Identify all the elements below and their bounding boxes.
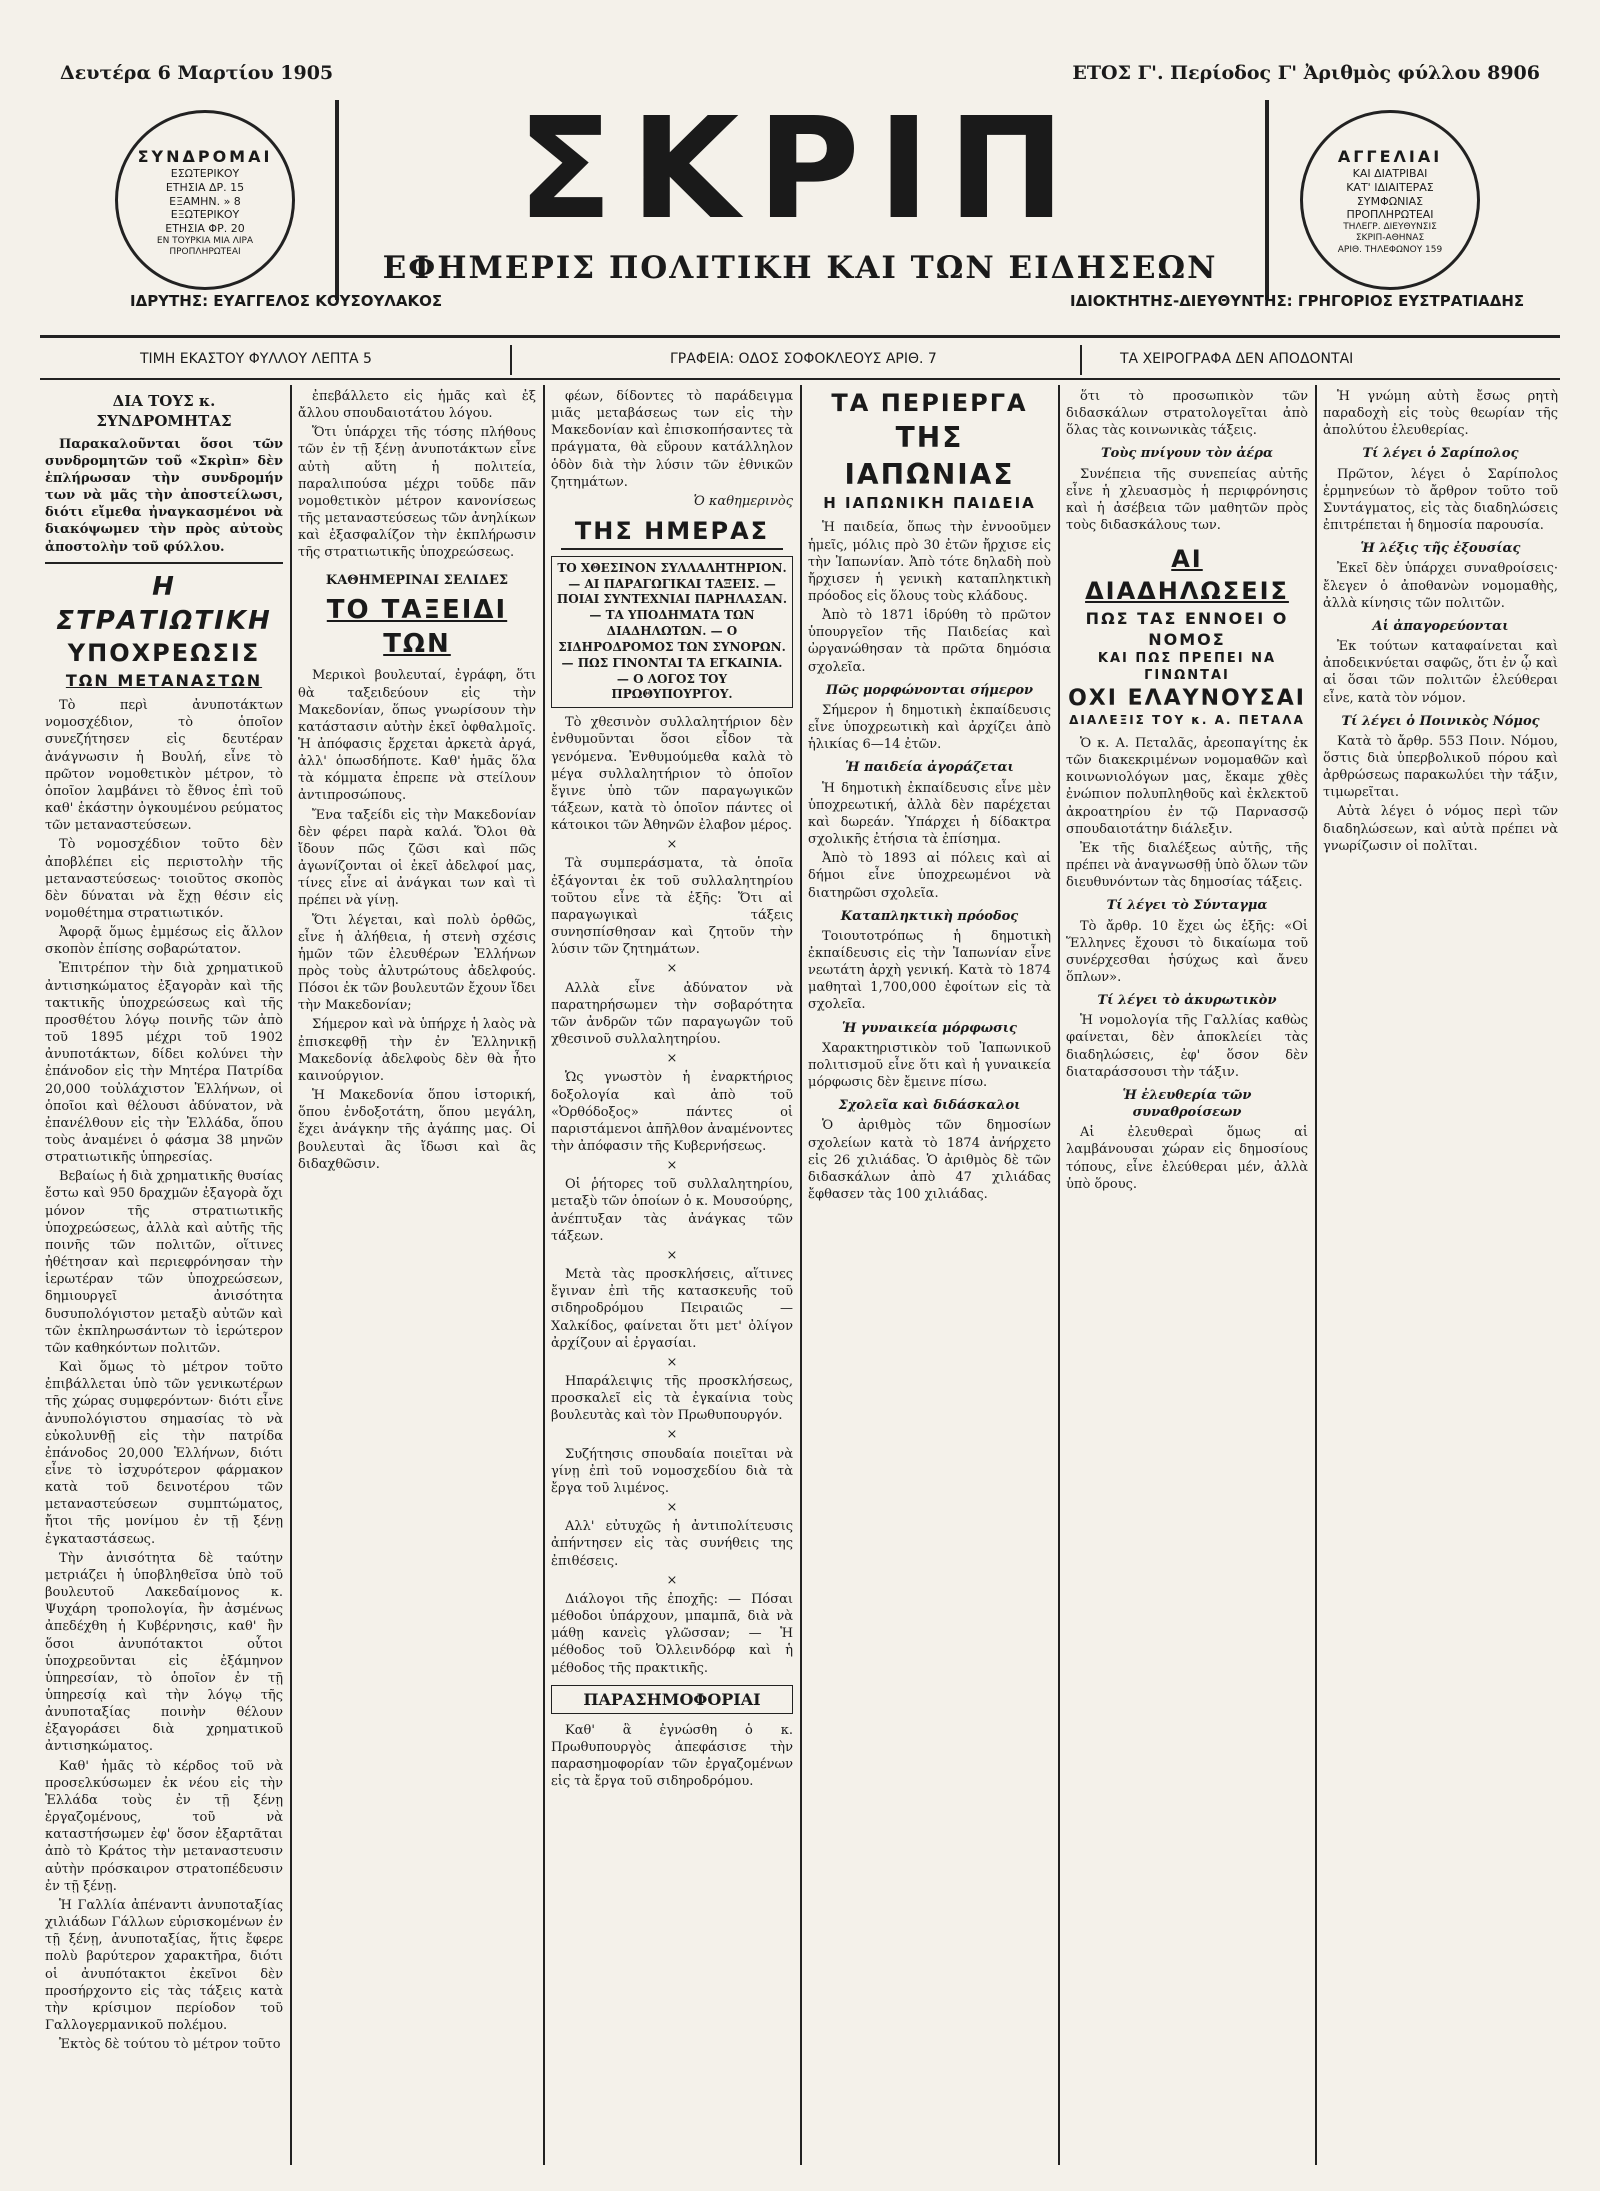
paragraph: Ηπαράλειψις τῆς προσκλήσεως, προσκαλεῖ εἰς τὰ ἐγκαίνια τοὺς βουλευτὰς καὶ τὸν Πρωθυπουργόν. bbox=[551, 1374, 793, 1424]
column-divider bbox=[1315, 385, 1317, 2165]
article-heading: ΚΑΙ ΠΩΣ ΠΡΕΠΕΙ ΝΑ ΓΙΝΩΝΤΑΙ bbox=[1097, 650, 1277, 683]
paragraph: Ἐκ τῆς διαλέξεως αὐτῆς, τῆς πρέπει νὰ ἀναγνωσθῇ ὑπὸ ὅλων τῶν διευθυνόντων τὰς δημοσίας τάξεις. bbox=[1066, 840, 1308, 891]
paragraph: Ἔνα ταξείδι εἰς τὴν Μακεδονίαν δὲν φέρει παρὰ καλά. Ὅλοι θὰ ἴδουν πῶς ζῶσι καὶ πῶς ἀγωνίζονται οἱ ἐκεῖ ἀδελφοί μας, τίνες εἶνε αἱ ἀνάγκαι των καὶ τὶ πρέπει νὰ γίνῃ. bbox=[298, 807, 536, 909]
owner-director-line: ΙΔΙΟΚΤΗΤΗΣ-ΔΙΕΥΘΥΝΤΗΣ: ΓΡΗΓΟΡΙΟΣ ΕΥΣΤΡΑΤΙΑΔΗΣ bbox=[1070, 292, 1525, 310]
article-heading: Η ΙΑΠΩΝΙΚΗ ΠΑΙΔΕΙΑ bbox=[823, 493, 1036, 512]
seal-title: ΑΓΓΕΛΙΑΙ bbox=[1337, 147, 1443, 166]
info-bar bbox=[40, 345, 1560, 375]
column-5 bbox=[1066, 388, 1308, 1195]
paragraph: Καθ' ἃ ἐγνώσθη ὁ κ. Πρωθυπουργὸς ἀπεφάσισε τὴν παρασημοφορίαν τῶν ἐργαζομένων εἰς τὰ ἔργα τοῦ σιδηροδρόμου. bbox=[551, 1722, 793, 1790]
seal-line: ΣΚΡΙΠ-ΑΘΗΝΑΣ bbox=[1355, 233, 1425, 244]
paragraph: Ἀπὸ τὸ 1871 ἱδρύθη τὸ πρῶτον ὑπουργεῖον τῆς Παιδείας καὶ ὠργανώθησαν τὰ πρῶτα δημόσια σχολεῖα. bbox=[808, 608, 1051, 675]
notice-heading: ΔΙΑ ΤΟΥΣ κ. ΣΥΝΔΡΟΜΗΤΑΣ bbox=[96, 392, 232, 430]
section-heading: Ἡ λέξις τῆς ἐξουσίας bbox=[1360, 541, 1521, 557]
seal-line: ΕΝ ΤΟΥΡΚΙΑ ΜΙΑ ΛΙΡΑ bbox=[156, 235, 254, 246]
section-heading: Ἡ γυναικεία μόρφωσις bbox=[842, 1020, 1017, 1036]
paragraph: Τὸ νομοσχέδιον τοῦτο δὲν ἀποβλέπει εἰς περιστολὴν τῆς μεταναστεύσεως· τοιοῦτος σκοπὸς δὲν δύναται νὰ ἔχῃ θέσιν εἰς νομοθέτημα στρατιωτικόν. bbox=[45, 837, 283, 921]
paragraph: Ἐκ τούτων καταφαίνεται καὶ ἀποδεικνύεται σαφῶς, ὅτι ἐν ᾧ καὶ αἱ ὅσαι τῶν πολιτῶν ἐλεύθεραι εἶνε, κατὰ τὸν νόμον. bbox=[1323, 639, 1558, 706]
paragraph: Ὁ ἀριθμὸς τῶν δημοσίων σχολείων κατὰ τὸ 1874 ἀνήρχετο εἰς 26 χιλιάδας. Ὁ ἀριθμὸς δὲ τῶν διδασκάλων ἀπὸ 47 χιλιάδας ἔφθασεν τὰς 100 χιλιάδας. bbox=[808, 1118, 1051, 1202]
seal-line: ΑΡΙΘ. ΤΗΛΕΦΩΝΟΥ 159 bbox=[1337, 244, 1443, 255]
newspaper-subtitle: ΕΦΗΜΕΡΙΣ ΠΟΛΙΤΙΚΗ ΚΑΙ ΤΩΝ ΕΙΔΗΣΕΩΝ bbox=[382, 250, 1218, 286]
seal-line: ΣΥΜΦΩΝΙΑΣ bbox=[1356, 194, 1424, 208]
seal-line: ΚΑΙ ΔΙΑΤΡΙΒΑΙ bbox=[1352, 167, 1428, 180]
paragraph: Σήμερον ἡ δημοτικὴ ἐκπαίδευσις εἶνε ὑποχρεωτικὴ καὶ ἀρχίζει ἀπὸ ἡλικίας 6—14 ἐτῶν. bbox=[808, 702, 1051, 753]
paragraph: Ὅτι ὑπάρχει τῆς τόσης πλήθους τῶν ἐν τῇ ξένῃ ἀνυποτάκτων εἶνε αὐτὴ αὕτη ἡ πολιτεία, παραλιπούσα μέχρι τοῦδε πᾶν νομοθετικὸν μέτρον κανονίσεως τῆς μεταναστεύσεως τῶν ἀνηλίκων καὶ ἐξασφαλίζον τὴν ἐκπλήρωσιν τῆς στρατιωτικῆς ὑποχρεώσεως. bbox=[298, 425, 536, 561]
paragraph: Καθ' ἡμᾶς τὸ κέρδος τοῦ νὰ προσελκύσωμεν ἐκ νέου εἰς τὴν Ἑλλάδα τοὺς ἐν τῇ ξένῃ ἐργαζομένους, τοῦ νὰ καταστήσωμεν ἐφ' ὅσον ἐξαρτᾶται ἀπὸ τὸ Κράτος τὴν μεταναστευσιν αὐτὴν πρόσκαιρον στρατοπέδευσιν ἐν τῇ ξένῃ. bbox=[45, 1758, 283, 1894]
divider bbox=[1080, 345, 1082, 375]
divider bbox=[510, 345, 512, 375]
section-heading: Ἡ παιδεία ἀγοράζεται bbox=[845, 760, 1014, 776]
column-divider bbox=[800, 385, 802, 2165]
column-divider bbox=[1058, 385, 1060, 2165]
office-label: ΓΡΑΦΕΙΑ: ΟΔΟΣ ΣΟΦΟΚΛΕΟΥΣ ΑΡΙΘ. 7 bbox=[670, 351, 937, 367]
masthead-rule bbox=[40, 335, 1560, 338]
info-rule bbox=[40, 378, 1560, 380]
paragraph: Τοιουτοτρόπως ἡ δημοτικὴ ἐκπαίδευσις εἰς τὴν Ἰαπωνίαν εἶνε νεωτάτη ἀρχὴ γενική. Κατὰ τὸ 1874 μαθηταὶ 1,700,000 ἐφοίτων εἰς τὰ σχολεῖα. bbox=[808, 928, 1051, 1013]
paragraph: Ἡ γνώμη αὐτὴ ἔσως ρητὴ παραδοχὴ εἰς τοὺς θεωρίαν τῆς ἀπολύτου ἐλευθερίας. bbox=[1323, 389, 1558, 439]
article-heading: Η ΣΤΡΑΤΙΩΤΙΚΗ bbox=[56, 571, 272, 636]
seal-line: ΕΤΗΣΙΑ ΔΡ. 15 bbox=[165, 180, 245, 194]
date-line: Δευτέρα 6 Μαρτίου 1905 bbox=[60, 62, 334, 84]
paragraph: Σήμερον καὶ νὰ ὑπήρχε ἡ λαὸς νὰ ἐπισκεφθῇ τὴν ἐν Ἑλληνικῇ Μακεδονίᾳ ἀδελφοὺς δὲν θὰ ἦτο καινούργιον. bbox=[298, 1017, 536, 1084]
paragraph: Ἀφορᾷ ὅμως ἐμμέσως εἰς ἄλλον σκοπὸν ἐπίσης σοβαρώτατον. bbox=[45, 925, 283, 958]
article-heading: ΔΙΑΛΕΞΙΣ ΤΟΥ κ. Α. ΠΕΤΑΛΑ bbox=[1069, 713, 1305, 728]
paragraph: Ἐκεῖ δὲν ὑπάρχει συναθροίσεις· ἔλεγεν ὁ ἀποθανὼν νομομαθὴς, ἀλλὰ κίνησις τῶν πολιτῶν. bbox=[1323, 561, 1558, 611]
paragraph: Διάλογοι τῆς ἐποχῆς: — Πόσαι μέθοδοι ὑπάρχουν, μπαμπᾶ, διὰ νὰ μάθῃ κανεὶς γλῶσσαν; — Ἡ μέθοδος τοῦ Ὀλλεινδόρφ καὶ ἡ μέθοδος τῆς πρακτικῆς. bbox=[551, 1591, 793, 1676]
paragraph: Ἡ δημοτικὴ ἐκπαίδευσις εἶνε μὲν ὑποχρεωτική, ἀλλὰ δὲν παρέχεται καὶ δωρεάν. Ὑπάρχει ἡ δίδακτρα σχολικῆς ἐτήσια τὰ ἐπίσημα. bbox=[808, 780, 1051, 848]
article-heading: ΠΩΣ ΤΑΣ ΕΝΝΟΕΙ Ο ΝΟΜΟΣ bbox=[1085, 608, 1289, 649]
section-heading: Τί λέγει ὁ Ποινικὸς Νόμος bbox=[1341, 713, 1540, 729]
column-4 bbox=[808, 388, 1051, 1205]
paragraph: φέων, δίδοντες τὸ παράδειγμα μιᾶς μεταβάσεως των εἰς τὴν Μακεδονίαν καὶ ἐπισκοπήσαντες τὰ πράγματα, θὰ εὕρουν κατάλληλον ὁδὸν διὰ τὴν λύσιν τῶν ἐθνικῶν ζητημάτων. bbox=[551, 389, 793, 490]
paragraph: Αλλὰ εἶνε ἀδύνατον νὰ παρατηρήσωμεν τὴν σοβαρότητα τῶν ἀνδρῶν τῶν παραγωγῶν τοῦ χθεσινοῦ συλλαλητηρίου. bbox=[551, 980, 793, 1048]
seal-line: ΠΡΟΠΛΗΡΩΤΕΑΙ bbox=[1346, 208, 1434, 222]
seal-line: ΕΞΩΤΕΡΙΚΟΥ bbox=[170, 208, 240, 222]
column-3: φέων, δίδοντες τὸ παράδειγμα μιᾶς μεταβάσεως των εἰς τὴν Μακεδονίαν καὶ ἐπισκοπήσαντες τὰ πράγματα, θὰ εὕρουν κατάλληλον ὁδὸν διὰ τὴν λύσιν τῶν ἐθνικῶν ζητημάτων. Ὁ καθημερινὸς ΤΗΣ ΗΜΕΡΑΣ ΤΟ ΧΘΕΣΙΝΟΝ ΣΥΛΛΑΛΗΤΗΡΙΟΝ. — ΑΙ ΠΑΡΑΓΩΓΙΚΑΙ ΤΑΞΕΙΣ. — ΠΟΙΑΙ ΣΥΝΤΕΧΝΙΑΙ ΠΑΡΗΛΑΣΑΝ. — ΤΑ ΥΠΟΔΗΜΑΤΑ ΤΩΝ ΔΙΑΔΗΛΩΤΩΝ. — Ο ΣΙΔΗΡΟΔΡΟΜΟΣ ΤΩΝ ΣΥΝΟΡΩΝ. — ΠΩΣ ΓΙΝΟΝΤΑΙ ΤΑ ΕΓΚΑΙΝΙΑ. — Ο ΛΟΓΟΣ ΤΟΥ ΠΡΩΘΥΠΟΥΡΓΟΥ. Τὸ χθεσινὸν συλλαλητήριον δὲν ἐνθυμοῦνται ὅσοι εἶδον τὰ γενόμενα. Ἐνθυμούμεθα καλὰ τὸ μέγα συλλαλητήριον τὸ ὁποῖον ἔγινε ὑπὸ τῶν παραγωγικῶν τάξεων, κατὰ τὸ ὁποῖον πάντες οἱ κάτοικοι τῶν Ἀθηνῶν ἐλαβον μέρος. × Τὰ συμπεράσματα, τὰ ὁποῖα ἐξάγονται ἐκ τοῦ συλλαλητηρίου τοῦτου εἶνε τὰ ἑξῆς: Ὅτι αἱ παραγωγικαὶ τάξεις συνησπίσθησαν καὶ ζητοῦν τὴν λύσιν τῶν ζητημάτων. × Αλλὰ εἶνε ἀδύνατον νὰ παρατηρήσωμεν τὴν σοβαρότητα τῶν ἀνδρῶν τῶν παραγωγῶν τοῦ χθεσινοῦ συλλαλητηρίου. × Ὡς γνωστὸν ἡ ἐναρκτήριος δοξολογία καὶ ἀπὸ τοῦ «Ὀρθόδοξος» πάντες οἱ παριστάμενοι ἀπῆλθον ἀναμένοντες τὴν ἀπόφασιν τῆς Κυβερνήσεως. × Οἱ ῥήτορες τοῦ συλλαλητηρίου, μεταξὺ τῶν ὁποίων ὁ κ. Μουσούρης, ἀνέπτυξαν τὰς ἀνάγκας τῶν τάξεων. × Μετὰ τὰς προσκλήσεις, αἵτινες ἔγιναν ἐπὶ τῆς κατασκευῆς τοῦ σιδηροδρόμου Πειραιῶς — Χαλκίδος, φαίνεται ὅτι μετ' ὀλίγον ἀρχίζουν αἱ ἐργασίαι. × Ηπαράλειψις τῆς προσκλήσεως, προσκαλεῖ εἰς τὰ ἐγκαίνια τοὺς βουλευτὰς καὶ τὸν Πρωθυπουργόν. × Συζήτησις σπουδαία ποιεῖται νὰ γίνῃ ἐπὶ τοῦ νομοσχεδίου διὰ τὰ ἔργα τοῦ λιμένος. × Αλλ' εὐτυχῶς ἡ ἀντιπολίτευσις ἀπήντησεν εἰς τὰς συνήθεις της ἐπιθέσεις. × Διάλογοι τῆς ἐποχῆς: — Πόσαι μέθοδοι ὑπάρχουν, μπαμπᾶ, διὰ νὰ μάθῃ κανεὶς γλῶσσαν; — Ἡ μέθοδος τοῦ Ὀλλεινδόρφ καὶ ἡ μέθοδος τῆς πρακτικῆς. ΠΑΡΑΣΗΜΟΦΟΡΙΑΙ Καθ' ἃ ἐγνώσθη ὁ κ. Πρωθυπουργὸς ἀπεφάσισε τὴν παρασημοφορίαν τῶν ἐργαζομένων εἰς τὰ ἔργα τοῦ σιδηροδρόμου. bbox=[551, 389, 793, 1790]
paragraph: Μερικοὶ βουλευταί, ἐγράφη, ὅτι θὰ ταξειδεύουν εἰς τὴν Μακεδονίαν, ὅπως γνωρίσουν τὴν κατάστασιν αὐτὴν ἐκεῖ ὀφθαλμοῖς. Ἡ ἀπόφασις ἔρχεται ἀρκετὰ ἀργά, ἀλλ' ὁπωσδήποτε. Καθ' ἡμᾶς ὅλα τὰ κόμματα ἐπρεπε νὰ στείλουν ἀντιπροσώπους. bbox=[298, 668, 536, 804]
paragraph: Ἐπιτρέπον τὴν διὰ χρηματικοῦ ἀντισηκώματος ἐξαγορὰν καὶ τῆς τακτικῆς ὑποχρεώσεως καὶ τῆς προσθέτου λόγῳ ποινῆς τῶν ἀπὸ τοῦ 1895 μέχρι τοῦ 1902 ἀνυποτάκτων, δίδει κολύνει τὴν ἐπάνοδον εἰς τὴν Μητέρα Πατρίδα 20,000 τοὐλάχιστον Ἑλλήνων, οἱ ὁποῖοι καὶ θέλουσι ἀδύνατον, νὰ ἐπανέλθουν εἰς τὴν Ἑλλάδα, ὅπου τοὺς ἀναμένει ὁ φάσμα 38 μηνῶν στρατιωτικῆς ὑπηρεσίας. bbox=[45, 961, 283, 1166]
article-heading: ΟΧΙ ΕΛΑΥΝΟΥΣΑΙ bbox=[1068, 686, 1306, 712]
section-heading: Καταπληκτικὴ πρόοδος bbox=[840, 908, 1019, 924]
seal-line: ΚΑΤ' ΙΔΙΑΙΤΕΡΑΣ bbox=[1346, 180, 1434, 194]
paragraph: Ὅτι λέγεται, καὶ πολὺ ὀρθῶς, εἶνε ἡ ἀλήθεια, ἡ στενὴ σχέσις ἡμῶν τῶν ἐλευθέρων Ἑλλήνων πρὸς τοὺς ἀλυτρώτους ἀδελφούς. Πόσοι ἐκ τῶν βουλευτῶν ἔχουν ἴδει τὴν Μακεδονίαν; bbox=[298, 912, 536, 1014]
paragraph: Τὴν ἀνισότητα δὲ ταύτην μετριάζει ἡ ὑποβληθεῖσα ὑπὸ τοῦ βουλευτοῦ Λακεδαίμονος κ. Ψυχάρη τροπολογία, ἣν ἀσμένως ἀπεδέχθη ἡ Κυβέρνησις, καθ' ἣν ὅσοι ἀνυπότακτοι οὗτοι ὑποχρεοῦνται εἰς ἐξάμηνον ὑπηρεσίαν, τὸ ὁποῖον ἐν τῇ ὑπηρεσίᾳ καὶ τὴν λόγῳ τῆς ἀνυποταξίας ποινὴν θέλουν ἐξαγοράσει διὰ χρηματικοῦ ἀντισηκώματος. bbox=[45, 1550, 283, 1755]
paragraph: ὅτι τὸ προσωπικὸν τῶν διδασκάλων στρατολογεῖται ἀπὸ ὅλας τὰς κοινωνικὰς τάξεις. bbox=[1066, 389, 1308, 439]
paragraph: Αὐτὰ λέγει ὁ νόμος περὶ τῶν διαδηλώσεων, καὶ αὐτὰ πρέπει νὰ γνωρίζωσιν οἱ πολῖται. bbox=[1323, 804, 1558, 854]
notice-text: Παρακαλοῦνται ὅσοι τῶν συνδρομητῶν τοῦ «Σκρὶπ» δὲν ἐπλήρωσαν τὴν συνδρομήν των νὰ μᾶς τὴν ἀποστείλωσι, διότι εἴμεθα ἠναγκασμένοι νὰ διακόψωμεν τὴν πρὸς αὐτοὺς ἀποστολὴν τοῦ φύλλου. bbox=[45, 436, 283, 555]
paragraph: Ἡ Μακεδονία ὅπου ἱστορική, ὅπου ἐνδοξοτάτη, ὅπου μεγάλη, ἔχει ἀνάγκην τῆς ἀγάπης μας. Οἱ βουλευταὶ ἂς ἴδωσι καὶ ἂς διδαχθῶσιν. bbox=[298, 1088, 536, 1172]
paragraph: Πρῶτον, λέγει ὁ Σαρίπολος ἑρμηνεύων τὸ ἄρθρον τοῦτο τοῦ Συντάγματος, εἰς τὰς διαδηλώσεις ἐπιτρέπεται ἡ δημοσία παρουσία. bbox=[1323, 466, 1558, 534]
subscriptions-seal bbox=[115, 110, 295, 290]
section-heading: Τί λέγει ὁ Σαρίπολος bbox=[1362, 446, 1519, 462]
article-heading: ΑΙ ΔΙΑΔΗΛΩΣΕΙΣ bbox=[1085, 545, 1289, 605]
paragraph: Καὶ ὅμως τὸ μέτρον τοῦτο ἐπιβάλλεται ὑπὸ τῶν γενικωτέρων τῆς χώρας συμφερόντων· διότι εἶνε ἀνυπολόγιστου σημασίας τὸ νὰ εὐκολυνθῇ εἰς τὴν πατρίδα ἐπάνοδος 20,000 Ἑλλήνων, διότι εἶνε τὸ ἰσχυρότερον φάρμακον κατὰ τοῦ δεινοτέρου τῶν μεταναστεύσεων συμπτώματος, ἤτοι τῆς μονίμου ἐν τῇ ξένῃ ἐγκαταστάσεως. bbox=[45, 1360, 283, 1547]
section-heading: Πῶς μορφώνονται σήμερον bbox=[825, 682, 1034, 698]
column-divider bbox=[543, 385, 545, 2165]
column-6 bbox=[1323, 388, 1558, 857]
paragraph: Βεβαίως ἡ διὰ χρηματικῆς θυσίας ἔστω καὶ 950 δραχμῶν ἐξαγορὰ ὄχι μόνον τῆς στρατιωτικῆς ὑποχρεώσεως, ἀλλὰ καὶ αὐτῆς τῆς ποινῆς τῶν πολιτῶν, οἵτινες ἠθέτησαν καὶ περιεφρόνησαν τὴν ἱερωτέραν τῶν ὑποχρεώσεων, δημιουργεῖ ἀνισότητα δυσυπολόγιστον μεταξὺ αὐτῶν καὶ τῶν ἐκπληρωσάντων τὸ ἱερώτερον τῶν καθηκόντων πολιτῶν. bbox=[45, 1169, 283, 1356]
advertisements-seal bbox=[1300, 110, 1480, 290]
seal-line: ΕΣΩΤΕΡΙΚΟΥ bbox=[170, 167, 240, 180]
paragraph: Αλλ' εὐτυχῶς ἡ ἀντιπολίτευσις ἀπήντησεν εἰς τὰς συνήθεις της ἐπιθέσεις. bbox=[551, 1519, 793, 1569]
paragraph: Ἡ παιδεία, ὅπως τὴν ἐννοοῦμεν ἡμεῖς, μόλις πρὸ 30 ἐτῶν ἤρχισε εἰς τὴν Ἰαπωνίαν. Ἀπὸ τότε δηλαδὴ ποὺ ἤρχισεν ἡ γενικὴ καταπληκτικὴ πρόοδος εἰς ὅλους τοὺς κλάδους. bbox=[808, 520, 1051, 604]
column-1 bbox=[45, 388, 283, 2055]
manuscripts-label: ΤΑ ΧΕΙΡΟΓΡΑΦΑ ΔΕΝ ΑΠΟΔΟΝΤΑΙ bbox=[1120, 351, 1354, 367]
section-heading: Τί λέγει τὸ ἀκυρωτικὸν bbox=[1097, 993, 1277, 1009]
paragraph: Τὸ χθεσινὸν συλλαλητήριον δὲν ἐνθυμοῦνται ὅσοι εἶδον τὰ γενόμενα. Ἐνθυμούμεθα καλὰ τὸ μέγα συλλαλητήριον τὸ ὁποῖον ἔγινε ὑπὸ τῶν παραγωγικῶν τάξεων, κατὰ τὸ ὁποῖον πάντες οἱ κάτοικοι τῶν Ἀθηνῶν ἐλαβον μέρος. bbox=[551, 715, 793, 834]
paragraph: Ὁ κ. Α. Πεταλᾶς, ἀρεοπαγίτης ἐκ τῶν διακεκριμένων νομομαθῶν καὶ κοινωνιολόγων μας, ἔκαμε χθὲς ἐνώπιον πολυπληθοῦς καὶ ἐκλεκτοῦ ἀκροατηρίου ἐν τῷ Παρνασσῷ σπουδαιοτάτην διάλεξιν. bbox=[1066, 735, 1308, 837]
paragraph: Μετὰ τὰς προσκλήσεις, αἵτινες ἔγιναν ἐπὶ τῆς κατασκευῆς τοῦ σιδηροδρόμου Πειραιῶς — Χαλκίδος, φαίνεται ὅτι μετ' ὀλίγον ἀρχίζουν αἱ ἐργασίαι. bbox=[551, 1267, 793, 1351]
paragraph: Αἱ ἐλευθεραὶ ὅμως αἱ λαμβάνουσαι χώραν εἰς δημοσίους τόπους, εἶνε ἐλεύθεραι μέν, ἀλλὰ ὑπὸ ὅρους. bbox=[1066, 1125, 1308, 1192]
column-divider bbox=[290, 385, 292, 2165]
founder-line: ΙΔΡΥΤΗΣ: ΕΥΑΓΓΕΛΟΣ ΚΟΥΣΟΥΛΑΚΟΣ bbox=[130, 292, 443, 310]
paragraph: Συζήτησις σπουδαία ποιεῖται νὰ γίνῃ ἐπὶ τοῦ νομοσχεδίου διὰ τὰ ἔργα τοῦ λιμένος. bbox=[551, 1446, 793, 1496]
section-label: ΚΑΘΗΜΕΡΙΝΑΙ ΣΕΛΙΔΕΣ bbox=[325, 572, 509, 588]
paragraph: Τὸ ἄρθρ. 10 ἔχει ὡς ἑξῆς: «Οἱ Ἕλληνες ἔχουσι τὸ δικαίωμα τοῦ συνέρχεσθαι ἡσύχως καὶ ἄνευ ὅπλων». bbox=[1066, 918, 1308, 986]
article-heading: ΤΟ ΤΑΞΕΙΔΙ ΤΩΝ bbox=[326, 594, 508, 660]
summary-box: ΤΟ ΧΘΕΣΙΝΟΝ ΣΥΛΛΑΛΗΤΗΡΙΟΝ. — ΑΙ ΠΑΡΑΓΩΓΙΚΑΙ ΤΑΞΕΙΣ. — ΠΟΙΑΙ ΣΥΝΤΕΧΝΙΑΙ ΠΑΡΗΛΑΣΑΝ. — ΤΑ ΥΠΟΔΗΜΑΤΑ ΤΩΝ ΔΙΑΔΗΛΩΤΩΝ. — Ο ΣΙΔΗΡΟΔΡΟΜΟΣ ΤΩΝ ΣΥΝΟΡΩΝ. — ΠΩΣ ΓΙΝΟΝΤΑΙ ΤΑ ΕΓΚΑΙΝΙΑ. — Ο ΛΟΓΟΣ ΤΟΥ ΠΡΩΘΥΠΟΥΡΓΟΥ. bbox=[551, 556, 793, 708]
section-heading: Σχολεῖα καὶ διδάσκαλοι bbox=[838, 1098, 1021, 1114]
paragraph: Κατὰ τὸ ἄρθρ. 553 Ποιν. Νόμου, ὅστις διὰ ὑπερβολικοῦ πόρου καὶ ἀρθρώσεως παρακωλύει τὴν τάξιν, τιμωρεῖται. bbox=[1323, 733, 1558, 801]
section-heading: Αἱ ἀπαγορεύονται bbox=[1372, 618, 1509, 634]
paragraph: Ἡ νομολογία τῆς Γαλλίας καθὼς φαίνεται, δὲν ἀποκλείει τὰς διαδηλώσεις, ἐφ' ὅσον δὲν διαταράσσουσι τὴν τάξιν. bbox=[1066, 1013, 1308, 1080]
seal-line: ΤΗΛΕΓΡ. ΔΙΕΥΘΥΝΣΙΣ bbox=[1343, 222, 1437, 232]
article-heading: ΤΗΣ ΗΜΕΡΑΣ bbox=[561, 516, 783, 550]
paragraph: Ἀπὸ τὸ 1893 αἱ πόλεις καὶ αἱ δήμοι εἶνε ὑποχρεωμένοι νὰ διατηρῶσι σχολεῖα. bbox=[808, 851, 1051, 901]
paragraph: Οἱ ῥήτορες τοῦ συλλαλητηρίου, μεταξὺ τῶν ὁποίων ὁ κ. Μουσούρης, ἀνέπτυξαν τὰς ἀνάγκας τῶν τάξεων. bbox=[551, 1177, 793, 1244]
column-2 bbox=[298, 388, 536, 1175]
seal-line: ΠΡΟΠΛΗΡΩΤΕΑΙ bbox=[169, 247, 241, 257]
paragraph: Ἡ Γαλλία ἀπέναντι ἀνυποταξίας χιλιάδων Γάλλων εὑρισκομένων ἐν τῇ ξένῃ, ἀνυποταξίας, ἥτις ἔφερε πολὺ βαρύτερον χαρακτῆρα, διότι οἱ ἀνυπότακτοι ἐκεῖνοι δὲν προσήρχοντο εἰς τὰς τάξεις κατὰ τὴν κρίσιμον περίοδον τοῦ Γαλλογερμανικοῦ πολέμου. bbox=[45, 1897, 283, 2033]
section-heading: Τί λέγει τὸ Σύνταγμα bbox=[1106, 898, 1268, 914]
paragraph: Τὰ συμπεράσματα, τὰ ὁποῖα ἐξάγονται ἐκ τοῦ συλλαλητηρίου τοῦτου εἶνε τὰ ἑξῆς: Ὅτι αἱ παραγωγικαὶ τάξεις συνησπίσθησαν καὶ ζητοῦν τὴν λύσιν τῶν ζητημάτων. bbox=[551, 856, 793, 958]
paragraph: Συνέπεια τῆς συνεπείας αὐτῆς εἶνε ἡ χλευασμὸς ἡ περιφρόνησις καὶ ἡ ἀσέβεια τῶν μαθητῶν πρὸς τοὺς διδασκάλους των. bbox=[1066, 466, 1308, 534]
article-heading: ΤΩΝ ΜΕΤΑΝΑΣΤΩΝ bbox=[65, 670, 263, 690]
article-heading: ΥΠΟΧΡΕΩΣΙΣ bbox=[67, 639, 261, 668]
paragraph: Ἐκτὸς δὲ τούτου τὸ μέτρον τοῦτο bbox=[59, 2037, 281, 2053]
seal-title: ΣΥΝΔΡΟΜΑΙ bbox=[137, 147, 273, 166]
section-heading: Τοὺς πνίγουν τὸν ἀέρα bbox=[1101, 446, 1273, 462]
article-heading: ΤΗΣ ΙΑΠΩΝΙΑΣ bbox=[844, 420, 1015, 491]
top-line bbox=[60, 62, 1540, 84]
seal-line: ΕΤΗΣΙΑ ΦΡ. 20 bbox=[165, 222, 245, 235]
signature: Ὁ καθημερινὸς bbox=[693, 493, 793, 509]
paragraph: ἐπεβάλλετο εἰς ἡμᾶς καὶ ἐξ ἄλλου σπουδαιοτάτου λόγου. bbox=[298, 389, 536, 422]
paragraph: Χαρακτηριστικὸν τοῦ Ἰαπωνικοῦ πολιτισμοῦ εἶνε ὅτι καὶ ἡ γυναικεία μόρφωσις δὲν ἔμεινε πίσω. bbox=[808, 1040, 1051, 1091]
price-label: ΤΙΜΗ ΕΚΑΣΤΟΥ ΦΥΛΛΟΥ ΛΕΠΤΑ 5 bbox=[140, 351, 372, 367]
sub-heading: ΠΑΡΑΣΗΜΟΦΟΡΙΑΙ bbox=[551, 1685, 793, 1714]
issue-line: ΕΤΟΣ Γ'. Περίοδος Γ' Ἀριθμὸς φύλλου 8906 bbox=[1072, 62, 1540, 84]
section-heading: Ἡ ἐλευθερία τῶν συναθροίσεων bbox=[1122, 1087, 1252, 1121]
paragraph: Ὡς γνωστὸν ἡ ἐναρκτήριος δοξολογία καὶ ἀπὸ τοῦ «Ὀρθόδοξος» πάντες οἱ παριστάμενοι ἀπῆλθον ἀναμένοντες τὴν ἀπόφασιν τῆς Κυβερνήσεως. bbox=[551, 1070, 793, 1154]
paragraph: Τὸ περὶ ἀνυποτάκτων νομοσχέδιον, τὸ ὁποῖον συνεζήτησεν εἰς δευτέραν ἀνάγνωσιν ἡ Βουλή, εἶνε τὸ πρῶτον νομοθετικὸν μέτρον, τὸ ὁποῖον λαμβάνει τὸ ἔθνος ἐπὶ τοῦ καθ' ἑκάστην ὀγκουμένου ρεύματος τῶν μεταναστεύσεων. bbox=[45, 698, 283, 834]
article-heading: ΤΑ ΠΕΡΙΕΡΓΑ bbox=[831, 389, 1028, 417]
newspaper-title: ΣΚΡΙΠ bbox=[517, 88, 1083, 251]
seal-line: ΕΞΑΜΗΝ. » 8 bbox=[169, 194, 241, 208]
